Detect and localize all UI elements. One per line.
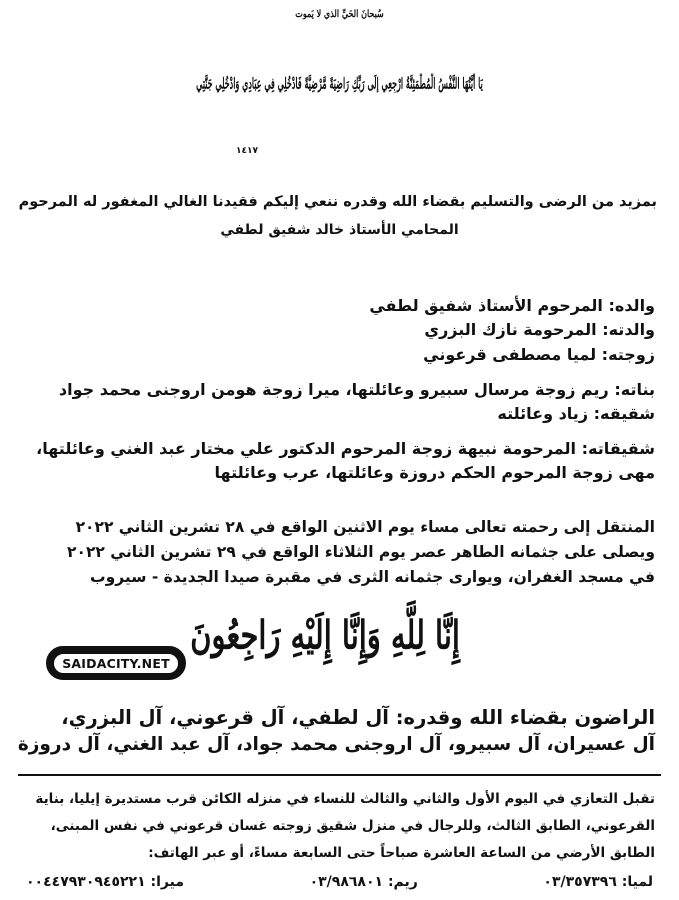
phone-mira: ميرا: ٠٠٤٤٧٩٣٠٩٤٥٢٢١ [26,874,185,890]
announcement-line-2: ويصلى على جثمانه الطاهر عصر يوم الثلاثاء الواقع في ٢٩ تشرين الثاني ٢٠٢٢ [67,543,655,561]
mourners-line-1: الراضون بقضاء الله وقدره: آل لطفي، آل قرعوني، آل البزري، [61,706,655,729]
deceased-name: المحامي الأستاذ خالد شفيق لطفي [220,222,459,238]
mourners-line-2: آل عسيران، آل سبيرو، آل اروجنى محمد جواد، آل عبد الغني، آل دروزة [17,734,655,755]
family-line-father: والده: المرحوم الأستاذ شفيق لطفي [369,296,655,315]
family-line-wife: زوجته: لميا مصطفى قرعوني [423,345,655,364]
logo-text: SAIDACITY.NET [52,652,180,675]
announcement-line-1: المنتقل إلى رحمته تعالى مساء يوم الاثنين الواقع في ٢٨ تشرين الثاني ٢٠٢٢ [75,518,655,536]
phone-reem: ريم: ٠٣/٩٨٦٨٠١ [309,874,418,890]
calligraphy-quran-verse: يَا أَيَّتُهَا النَّفْسُ الْمُطْمَئِنَّةُ ارْجِعِي إِلَى رَبِّكِ رَاضِيَةً مَّرْضِيَّةً فَادْخُلِي فِي عِبَادِي وَادْخُلِي جَنَّتِي [196,73,483,93]
phone-lamia: لميا: ٠٣/٣٥٧٣٩٦ [543,874,653,890]
family-line-daughters: بناته: ريم زوجة مرسال سبيرو وعائلتها، ميرا زوجة هومن اروجنى محمد جواد [58,380,655,399]
verse-reference-number: ١٤١٧ [236,146,258,156]
intro-text: بمزيد من الرضى والتسليم بقضاء الله وقدره ننعي إليكم فقيدنا الغالي المغفور له المرحوم [18,194,657,210]
condolences-line-2: القرعوني، الطابق الثالث، وللرجال في منزل شقيق زوجته غسان قرعوني في نفس المبنى، [50,818,655,834]
family-line-sisters-2: مهى زوجة المرحوم الحكم دروزة وعائلتها، عرب وعائلتها [214,463,655,482]
saidacity-logo [46,646,186,680]
inna-lillah-verse: إِنَّا لِلَّهِ وَإِنَّا إِلَيْهِ رَاجِعُونَ [190,612,460,658]
family-line-sisters-1: شقيقاته: المرحومة نبيهة زوجة المرحوم الدكتور علي مختار عبد الغني وعائلتها، [36,439,655,458]
condolences-line-3: الطابق الأرضي من الساعة العاشرة صباحاً حتى السابعة مساءً، أو عبر الهاتف: [148,845,655,861]
divider [18,774,661,776]
family-line-mother: والدته: المرحومة نازك البزري [424,320,655,339]
announcement-line-3: في مسجد الغفران، ويوارى جثمانه الثرى في مقبرة صيدا الجديدة - سيروب [90,568,655,586]
calligraphy-header-top: سُبحانَ الحَيِّ الذي لا يَموت [295,6,384,20]
family-line-brother: شقيقه: زياد وعائلته [497,404,655,423]
phone-numbers [26,874,653,890]
condolences-line-1: تقبل التعازي في اليوم الأول والثاني والثالث للنساء في منزله الكائن قرب مستديرة إيليا، بناية [35,791,655,807]
